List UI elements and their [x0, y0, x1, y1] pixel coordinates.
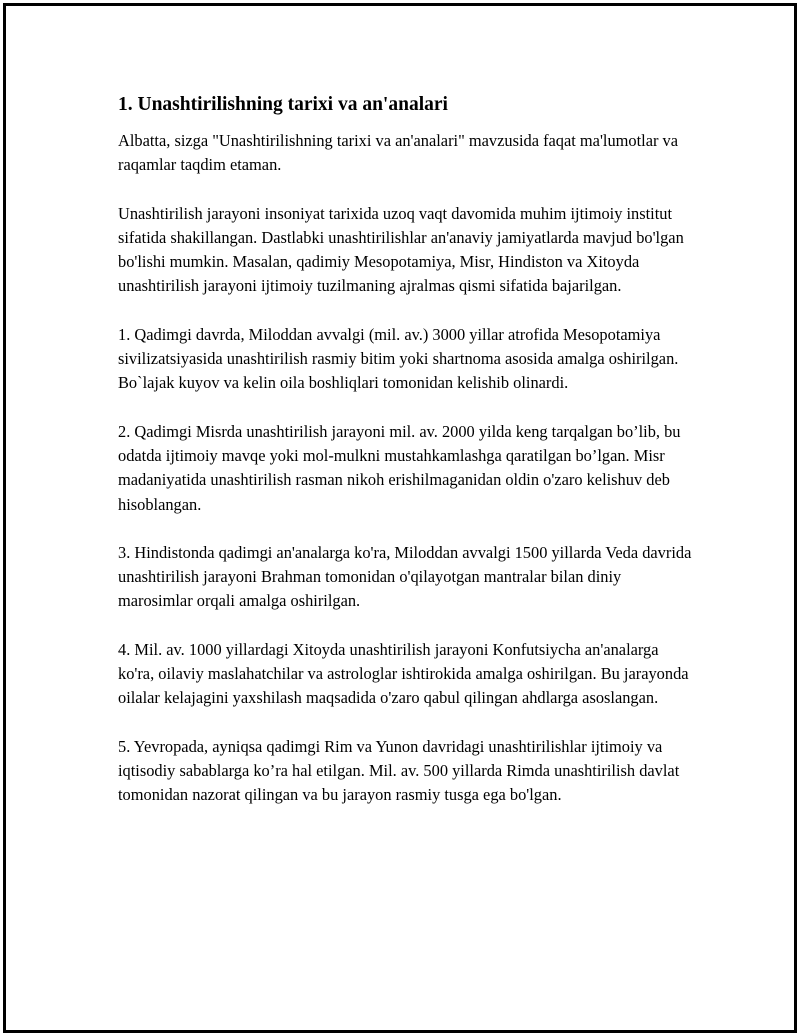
- intro-paragraph: Albatta, sizga "Unashtirilishning tarixi va an'analari" mavzusida faqat ma'lumotlar va raqamlar taqdim etaman.: [118, 131, 679, 175]
- egypt-paragraph: 2. Qadimgi Misrda unashtirilish jarayoni mil. av. 2000 yilda keng tarqalgan bo’lib, bu odatda ijtimoiy mavqe yoki mol-mulkni mustahkamlashga qaratilgan bo’lgan. Misr madaniyatida unashtirilish rasman nikoh erishilmaganidan oldin o'zaro kelishuv deb hisoblangan.: [118, 421, 681, 514]
- china-paragraph: 4. Mil. av. 1000 yillardagi Xitoyda unashtirilish jarayoni Konfutsiycha an'analarga ko'ra, oilaviy maslahatchilar va astrologlar ishtirokida amalga oshirilgan. Bu jarayonda oilalar kelajagini yaxshilash maqsadida o'zaro qabul qilingan ahdlarga asoslangan.: [118, 639, 689, 708]
- document-body: [118, 93, 698, 832]
- europe-paragraph: 5. Yevropada, ayniqsa qadimgi Rim va Yunon davridagi unashtirilishlar ijtimoiy va iqtisodiy sabablarga ko’ra hal etilgan. Mil. av. 500 yillarda Rimda unashtirilish davlat tomonidan nazorat qilingan va bu jarayon rasmiy tusga ega bo'lgan.: [118, 736, 680, 805]
- section-heading: 1. Unashtirilishning tarixi va an'analari: [118, 94, 448, 115]
- overview-paragraph: Unashtirilish jarayoni insoniyat tarixida uzoq vaqt davomida muhim ijtimoiy institut sifatida shakillangan. Dastlabki unashtirilishlar an'anaviy jamiyatlarda mavjud bo'lgan bo'lishi mumkin. Masalan, qadimiy Mesopotamiya, Misr, Hindiston va Xitoyda unashtirilish jarayoni ijtimoiy tuzilmaning ajralmas qismi sifatida bajarilgan.: [118, 203, 684, 296]
- india-paragraph: 3. Hindistonda qadimgi an'analarga ko'ra, Miloddan avvalgi 1500 yillarda Veda davrida unashtirilish jarayoni Brahman tomonidan o'qilayotgan mantralar bilan diniy marosimlar orqali amalga oshirilgan.: [118, 542, 692, 611]
- mesopotamia-paragraph: 1. Qadimgi davrda, Miloddan avvalgi (mil. av.) 3000 yillar atrofida Mesopotamiya sivilizatsiyasida unashtirilish rasmiy bitim yoki shartnoma asosida amalga oshirilgan. Bo`lajak kuyov va kelin oila boshliqlari tomonidan kelishib olinardi.: [118, 324, 679, 393]
